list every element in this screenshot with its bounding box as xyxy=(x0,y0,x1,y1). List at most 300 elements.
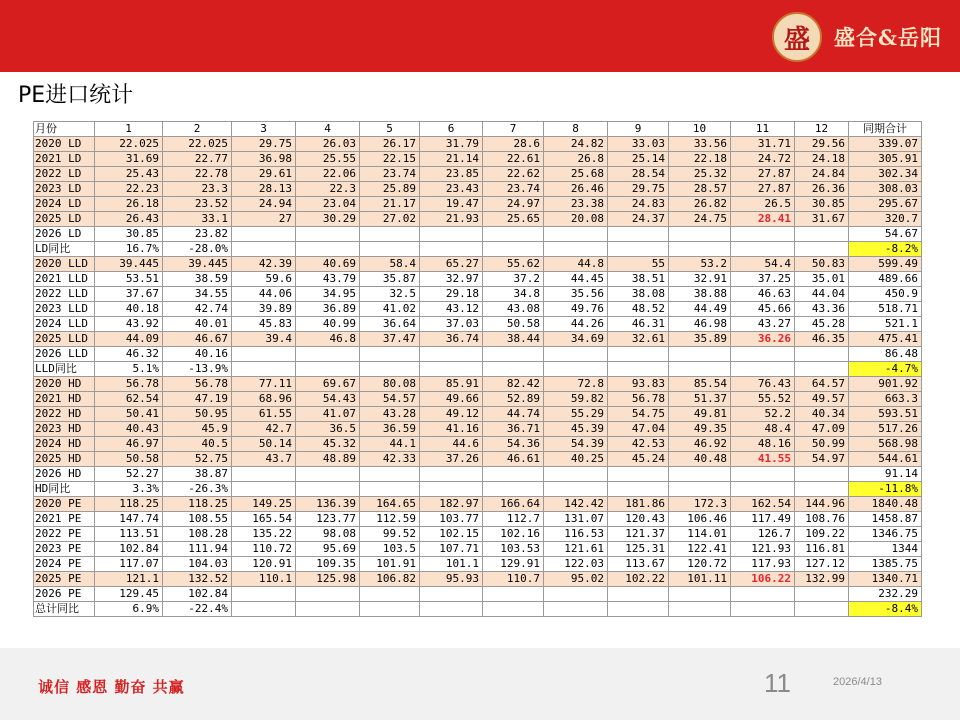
page-number: 11 xyxy=(764,668,791,698)
table-cell xyxy=(232,242,296,257)
table-cell xyxy=(795,362,849,377)
table-cell: 40.16 xyxy=(163,347,232,362)
table-row xyxy=(34,437,922,452)
table-cell: 24.84 xyxy=(795,167,849,182)
table-cell: 36.71 xyxy=(483,422,544,437)
table-cell: 41.55 xyxy=(731,452,795,467)
table-cell: 22.3 xyxy=(296,182,360,197)
table-cell: 232.29 xyxy=(849,587,922,602)
row-label: 2025 PE xyxy=(34,572,95,587)
table-cell xyxy=(360,467,420,482)
table-cell: 36.5 xyxy=(296,422,360,437)
table-cell: 31.79 xyxy=(420,137,483,152)
table-cell: 22.77 xyxy=(163,152,232,167)
table-cell: 104.03 xyxy=(163,557,232,572)
table-cell: 40.34 xyxy=(795,407,849,422)
table-cell: 5.1% xyxy=(95,362,163,377)
column-header: 7 xyxy=(483,122,544,137)
table-cell: 518.71 xyxy=(849,302,922,317)
table-cell: 38.51 xyxy=(608,272,669,287)
table-cell: 110.72 xyxy=(232,542,296,557)
table-cell: 28.57 xyxy=(669,182,731,197)
table-cell: 49.57 xyxy=(795,392,849,407)
table-cell: 120.72 xyxy=(669,557,731,572)
table-cell: 37.03 xyxy=(420,317,483,332)
table-cell: 129.91 xyxy=(483,557,544,572)
table-cell: 164.65 xyxy=(360,497,420,512)
table-cell xyxy=(795,347,849,362)
table-cell: 54.4 xyxy=(731,257,795,272)
table-cell: 55 xyxy=(608,257,669,272)
table-cell: 113.67 xyxy=(608,557,669,572)
table-cell: 117.07 xyxy=(95,557,163,572)
table-cell xyxy=(296,602,360,617)
table-cell: 126.7 xyxy=(731,527,795,542)
table-cell: 48.52 xyxy=(608,302,669,317)
table-cell xyxy=(544,362,608,377)
table-cell xyxy=(420,587,483,602)
table-cell: 44.04 xyxy=(795,287,849,302)
table-cell: 29.75 xyxy=(608,182,669,197)
table-cell xyxy=(360,362,420,377)
table-cell: 93.83 xyxy=(608,377,669,392)
table-cell: 49.12 xyxy=(420,407,483,422)
table-row xyxy=(34,317,922,332)
table-cell xyxy=(360,587,420,602)
table-row xyxy=(34,497,922,512)
table-cell xyxy=(795,587,849,602)
table-cell: 38.88 xyxy=(669,287,731,302)
table-cell: 34.69 xyxy=(544,332,608,347)
row-label: 2024 LD xyxy=(34,197,95,212)
row-label: 2023 LD xyxy=(34,182,95,197)
table-cell: 47.04 xyxy=(608,422,669,437)
table-cell: 26.5 xyxy=(731,197,795,212)
column-header: 12 xyxy=(795,122,849,137)
table-cell: 45.28 xyxy=(795,317,849,332)
table-cell: 45.66 xyxy=(731,302,795,317)
row-label: 2023 HD xyxy=(34,422,95,437)
column-header: 11 xyxy=(731,122,795,137)
table-cell: 50.99 xyxy=(795,437,849,452)
table-cell: -28.0% xyxy=(163,242,232,257)
table-cell: 21.17 xyxy=(360,197,420,212)
table-cell: 62.54 xyxy=(95,392,163,407)
table-cell: 44.06 xyxy=(232,287,296,302)
table-cell: -8.4% xyxy=(849,602,922,617)
table-cell: 37.47 xyxy=(360,332,420,347)
table-cell: 45.39 xyxy=(544,422,608,437)
table-cell: 32.91 xyxy=(669,272,731,287)
table-cell: 108.76 xyxy=(795,512,849,527)
table-cell: 32.5 xyxy=(360,287,420,302)
table-cell: 46.67 xyxy=(163,332,232,347)
table-cell xyxy=(360,242,420,257)
table-cell: 55.62 xyxy=(483,257,544,272)
table-cell: 50.14 xyxy=(232,437,296,452)
table-cell: 34.8 xyxy=(483,287,544,302)
table-cell: 181.86 xyxy=(608,497,669,512)
table-row xyxy=(34,452,922,467)
table-cell: 36.26 xyxy=(731,332,795,347)
table-cell: 517.26 xyxy=(849,422,922,437)
table-cell: 25.14 xyxy=(608,152,669,167)
table-cell: 42.74 xyxy=(163,302,232,317)
table-cell: 28.6 xyxy=(483,137,544,152)
table-cell: 6.9% xyxy=(95,602,163,617)
table-row xyxy=(34,212,922,227)
table-cell: 24.82 xyxy=(544,137,608,152)
company-logo xyxy=(772,12,942,62)
table-row xyxy=(34,407,922,422)
table-cell: 24.83 xyxy=(608,197,669,212)
column-header: 9 xyxy=(608,122,669,137)
table-cell: 29.75 xyxy=(232,137,296,152)
table-cell xyxy=(608,362,669,377)
row-label: 2024 PE xyxy=(34,557,95,572)
table-cell: 85.54 xyxy=(669,377,731,392)
table-row xyxy=(34,182,922,197)
row-label: 2025 LLD xyxy=(34,332,95,347)
table-cell: 50.41 xyxy=(95,407,163,422)
row-label: 2026 PE xyxy=(34,587,95,602)
table-cell: 44.8 xyxy=(544,257,608,272)
table-cell: 98.08 xyxy=(296,527,360,542)
table-cell: 47.09 xyxy=(795,422,849,437)
table-cell: 43.12 xyxy=(420,302,483,317)
table-cell: 68.96 xyxy=(232,392,296,407)
table-cell: 30.85 xyxy=(95,227,163,242)
table-cell: 20.08 xyxy=(544,212,608,227)
row-label: 2025 HD xyxy=(34,452,95,467)
table-row xyxy=(34,602,922,617)
table-cell: 122.03 xyxy=(544,557,608,572)
table-row xyxy=(34,482,922,497)
table-cell xyxy=(608,242,669,257)
table-cell: 47.19 xyxy=(163,392,232,407)
table-cell: 43.08 xyxy=(483,302,544,317)
table-cell: 38.87 xyxy=(163,467,232,482)
table-cell: 30.29 xyxy=(296,212,360,227)
table-cell: 35.01 xyxy=(795,272,849,287)
table-cell xyxy=(795,467,849,482)
table-cell: 28.54 xyxy=(608,167,669,182)
footer-date: 2026/4/13 xyxy=(833,676,882,688)
table-cell: 23.04 xyxy=(296,197,360,212)
table-cell: -11.8% xyxy=(849,482,922,497)
table-cell: 42.53 xyxy=(608,437,669,452)
row-label: LLD同比 xyxy=(34,362,95,377)
table-cell: 25.55 xyxy=(296,152,360,167)
table-cell xyxy=(795,482,849,497)
table-cell: 19.47 xyxy=(420,197,483,212)
table-cell: 36.98 xyxy=(232,152,296,167)
table-cell: 49.76 xyxy=(544,302,608,317)
table-cell: 48.16 xyxy=(731,437,795,452)
table-cell: 31.67 xyxy=(795,212,849,227)
table-cell: 568.98 xyxy=(849,437,922,452)
table-cell: 46.31 xyxy=(608,317,669,332)
header-bar xyxy=(0,0,960,72)
table-cell: 35.87 xyxy=(360,272,420,287)
table-cell: 101.91 xyxy=(360,557,420,572)
table-cell: 52.27 xyxy=(95,467,163,482)
table-cell xyxy=(731,467,795,482)
row-label: 2021 LLD xyxy=(34,272,95,287)
table-cell: 120.91 xyxy=(232,557,296,572)
table-cell xyxy=(669,467,731,482)
table-cell: 95.69 xyxy=(296,542,360,557)
table-cell: 123.77 xyxy=(296,512,360,527)
table-cell: 132.99 xyxy=(795,572,849,587)
table-cell: 599.49 xyxy=(849,257,922,272)
table-cell: 38.08 xyxy=(608,287,669,302)
table-row xyxy=(34,227,922,242)
table-cell xyxy=(420,242,483,257)
table-cell: 43.28 xyxy=(360,407,420,422)
table-cell: 44.6 xyxy=(420,437,483,452)
table-cell: 42.7 xyxy=(232,422,296,437)
table-cell: 37.67 xyxy=(95,287,163,302)
table-cell: 102.15 xyxy=(420,527,483,542)
table-cell: 475.41 xyxy=(849,332,922,347)
table-cell: 26.36 xyxy=(795,182,849,197)
table-cell: 1840.48 xyxy=(849,497,922,512)
slide-title: PE进口统计 xyxy=(18,83,134,108)
table-cell: 112.59 xyxy=(360,512,420,527)
table-cell xyxy=(483,482,544,497)
table-cell: 61.55 xyxy=(232,407,296,422)
table-cell: 25.68 xyxy=(544,167,608,182)
table-row xyxy=(34,152,922,167)
table-cell: 37.26 xyxy=(420,452,483,467)
table-cell: 102.84 xyxy=(163,587,232,602)
table-cell: 29.56 xyxy=(795,137,849,152)
table-cell: 106.46 xyxy=(669,512,731,527)
table-cell: 39.89 xyxy=(232,302,296,317)
table-cell xyxy=(608,482,669,497)
table-cell xyxy=(296,362,360,377)
table-cell xyxy=(795,227,849,242)
table-cell: 44.74 xyxy=(483,407,544,422)
table-cell: 1346.75 xyxy=(849,527,922,542)
table-cell: 52.75 xyxy=(163,452,232,467)
table-cell: 43.92 xyxy=(95,317,163,332)
table-cell: 131.07 xyxy=(544,512,608,527)
table-cell: 305.91 xyxy=(849,152,922,167)
table-row xyxy=(34,347,922,362)
table-cell: 41.07 xyxy=(296,407,360,422)
table-cell: 36.89 xyxy=(296,302,360,317)
table-cell: -8.2% xyxy=(849,242,922,257)
table-cell: 50.58 xyxy=(483,317,544,332)
table-cell xyxy=(608,347,669,362)
table-cell: 37.2 xyxy=(483,272,544,287)
table-cell: 32.97 xyxy=(420,272,483,287)
table-cell: 26.18 xyxy=(95,197,163,212)
table-cell xyxy=(731,602,795,617)
table-cell: 32.61 xyxy=(608,332,669,347)
column-header: 6 xyxy=(420,122,483,137)
table-cell xyxy=(232,587,296,602)
table-cell: 44.1 xyxy=(360,437,420,452)
table-cell: 21.14 xyxy=(420,152,483,167)
table-cell: 41.16 xyxy=(420,422,483,437)
table-cell: 91.14 xyxy=(849,467,922,482)
row-label: 2021 HD xyxy=(34,392,95,407)
table-cell xyxy=(669,227,731,242)
table-cell: 295.67 xyxy=(849,197,922,212)
table-cell xyxy=(731,242,795,257)
table-cell xyxy=(731,587,795,602)
table-header-row xyxy=(34,122,922,137)
table-cell: 320.7 xyxy=(849,212,922,227)
footer-slogan: 诚信 感恩 勤奋 共赢 xyxy=(38,678,185,696)
table-cell: 136.39 xyxy=(296,497,360,512)
table-cell xyxy=(544,467,608,482)
table-cell: 107.71 xyxy=(420,542,483,557)
table-cell xyxy=(360,227,420,242)
table-row xyxy=(34,257,922,272)
table-cell xyxy=(669,587,731,602)
table-cell xyxy=(731,227,795,242)
table-cell: 29.61 xyxy=(232,167,296,182)
table-cell: 125.98 xyxy=(296,572,360,587)
table-cell xyxy=(669,602,731,617)
table-cell: 25.43 xyxy=(95,167,163,182)
table-cell: -26.3% xyxy=(163,482,232,497)
table-cell: 51.37 xyxy=(669,392,731,407)
table-cell: 99.52 xyxy=(360,527,420,542)
table-cell: 59.6 xyxy=(232,272,296,287)
table-cell: 40.69 xyxy=(296,257,360,272)
table-cell: 22.025 xyxy=(95,137,163,152)
table-cell: 25.65 xyxy=(483,212,544,227)
table-cell: 117.49 xyxy=(731,512,795,527)
table-cell xyxy=(669,347,731,362)
table-cell xyxy=(544,227,608,242)
table-cell: 23.74 xyxy=(483,182,544,197)
table-cell: 120.43 xyxy=(608,512,669,527)
table-cell: 58.4 xyxy=(360,257,420,272)
table-row xyxy=(34,512,922,527)
table-cell: 37.25 xyxy=(731,272,795,287)
table-cell: -4.7% xyxy=(849,362,922,377)
company-name: 盛合&岳阳 xyxy=(834,25,942,50)
table-cell: 23.43 xyxy=(420,182,483,197)
table-cell: 102.22 xyxy=(608,572,669,587)
table-cell: 22.61 xyxy=(483,152,544,167)
table-cell: 46.32 xyxy=(95,347,163,362)
table-cell: 42.33 xyxy=(360,452,420,467)
table-cell: 102.16 xyxy=(483,527,544,542)
table-cell: 65.27 xyxy=(420,257,483,272)
row-label: 2021 LD xyxy=(34,152,95,167)
table-cell: 132.52 xyxy=(163,572,232,587)
table-cell: 23.3 xyxy=(163,182,232,197)
table-cell xyxy=(483,467,544,482)
table-cell: 56.78 xyxy=(163,377,232,392)
table-cell: 48.4 xyxy=(731,422,795,437)
table-row xyxy=(34,527,922,542)
table-row xyxy=(34,302,922,317)
table-cell: 29.18 xyxy=(420,287,483,302)
table-cell: 50.83 xyxy=(795,257,849,272)
row-label: 2026 LLD xyxy=(34,347,95,362)
table-cell: 48.89 xyxy=(296,452,360,467)
table-cell: 663.3 xyxy=(849,392,922,407)
table-cell: 46.35 xyxy=(795,332,849,347)
table-cell: 22.62 xyxy=(483,167,544,182)
table-cell: 103.53 xyxy=(483,542,544,557)
column-header: 同期合计 xyxy=(849,122,922,137)
table-cell: 52.89 xyxy=(483,392,544,407)
table-cell xyxy=(731,482,795,497)
table-cell xyxy=(232,602,296,617)
table-cell: 102.84 xyxy=(95,542,163,557)
table-cell xyxy=(608,467,669,482)
table-cell: 54.75 xyxy=(608,407,669,422)
table-cell: 122.41 xyxy=(669,542,731,557)
table-cell: 53.51 xyxy=(95,272,163,287)
table-cell: 22.025 xyxy=(163,137,232,152)
table-cell: 52.2 xyxy=(731,407,795,422)
table-cell xyxy=(420,347,483,362)
table-cell: 23.38 xyxy=(544,197,608,212)
table-cell: 23.52 xyxy=(163,197,232,212)
table-cell: 103.77 xyxy=(420,512,483,527)
table-cell xyxy=(296,227,360,242)
table-cell: 39.445 xyxy=(163,257,232,272)
table-row xyxy=(34,167,922,182)
table-cell xyxy=(232,482,296,497)
table-row xyxy=(34,422,922,437)
table-cell: 489.66 xyxy=(849,272,922,287)
column-header: 10 xyxy=(669,122,731,137)
table-cell: 43.7 xyxy=(232,452,296,467)
table-cell: 53.2 xyxy=(669,257,731,272)
table-cell: 108.55 xyxy=(163,512,232,527)
table-row xyxy=(34,572,922,587)
row-label: 总计同比 xyxy=(34,602,95,617)
table-cell xyxy=(544,587,608,602)
table-cell: 72.8 xyxy=(544,377,608,392)
table-cell: 85.91 xyxy=(420,377,483,392)
table-cell xyxy=(608,227,669,242)
table-cell: 54.97 xyxy=(795,452,849,467)
table-cell: 26.82 xyxy=(669,197,731,212)
table-cell: 40.99 xyxy=(296,317,360,332)
table-cell: 43.79 xyxy=(296,272,360,287)
table-row xyxy=(34,587,922,602)
table-row xyxy=(34,467,922,482)
table-cell: 55.52 xyxy=(731,392,795,407)
table-cell xyxy=(232,347,296,362)
table-cell: 172.3 xyxy=(669,497,731,512)
table-cell: 40.18 xyxy=(95,302,163,317)
table-cell: 165.54 xyxy=(232,512,296,527)
table-cell: 38.44 xyxy=(483,332,544,347)
table-cell: 109.22 xyxy=(795,527,849,542)
table-cell: 46.61 xyxy=(483,452,544,467)
table-cell: 44.09 xyxy=(95,332,163,347)
table-row xyxy=(34,377,922,392)
table-cell: 26.46 xyxy=(544,182,608,197)
table-cell xyxy=(420,467,483,482)
table-cell: 112.7 xyxy=(483,512,544,527)
table-cell: 302.34 xyxy=(849,167,922,182)
table-cell: 121.93 xyxy=(731,542,795,557)
